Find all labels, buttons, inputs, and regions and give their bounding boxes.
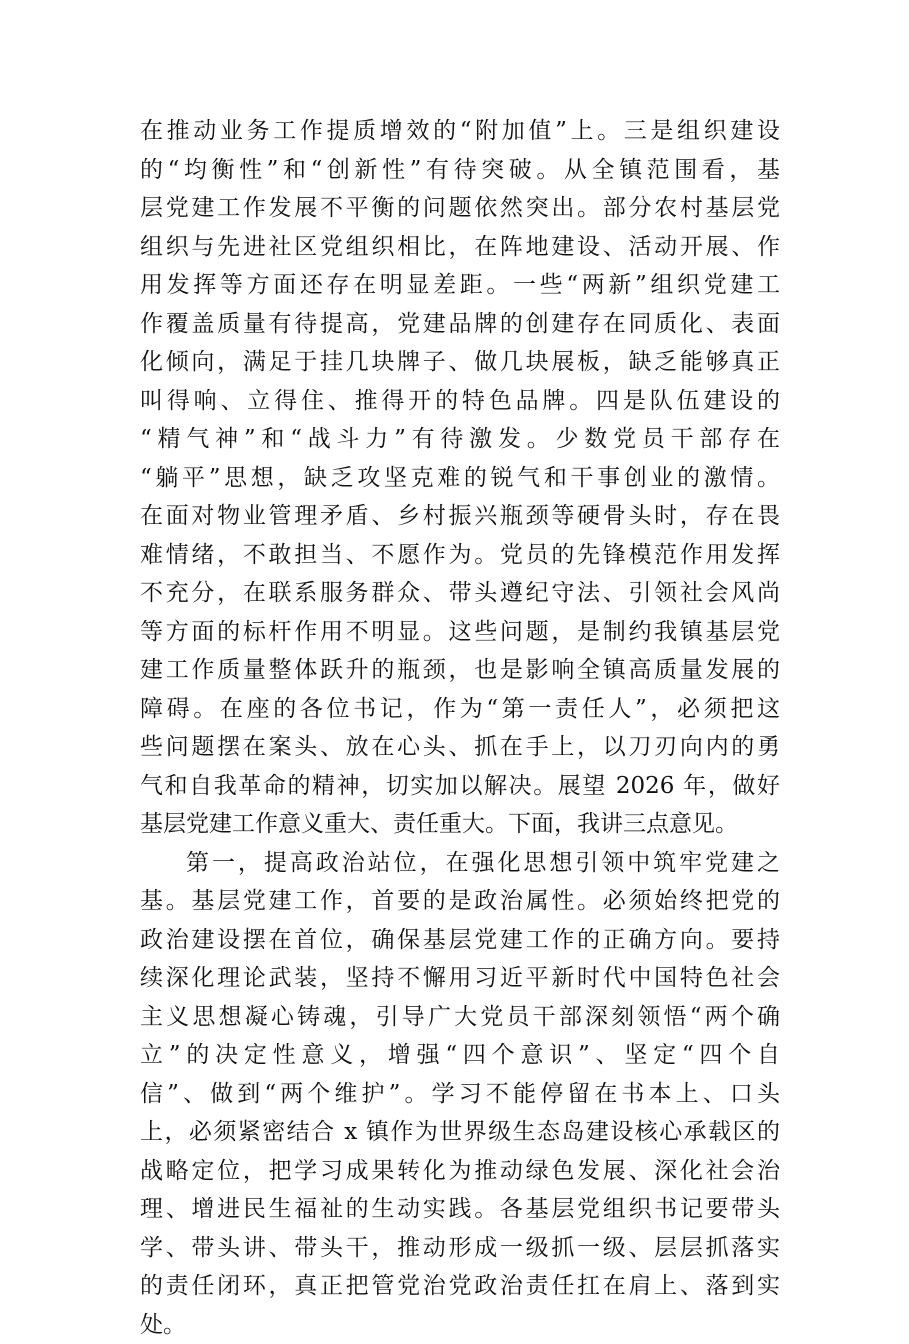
text-line: 叫得响、立得住、推得开的特色品牌。四是队伍建设的 xyxy=(140,382,780,421)
text-line: 障碍。在座的各位书记，作为“第一责任人”，必须把这 xyxy=(140,690,780,729)
body-text xyxy=(140,112,780,1344)
text-line: 难情绪，不敢担当、不愿作为。党员的先锋模范作用发挥 xyxy=(140,536,780,575)
text-line: 在面对物业管理矛盾、乡村振兴瓶颈等硬骨头时，存在畏 xyxy=(140,497,780,536)
text-line: 上，必须紧密结合 x 镇作为世界级生态岛建设核心承载区的 xyxy=(140,1113,780,1152)
text-line: 建工作质量整体跃升的瓶颈，也是影响全镇高质量发展的 xyxy=(140,651,780,690)
text-line: 在推动业务工作提质增效的“附加值”上。三是组织建设 xyxy=(140,112,780,151)
text-line: 等方面的标杆作用不明显。这些问题，是制约我镇基层党 xyxy=(140,613,780,652)
text-line: 用发挥等方面还存在明显差距。一些“两新”组织党建工 xyxy=(140,266,780,305)
text-line: 理、增进民生福祉的生动实践。各基层党组织书记要带头 xyxy=(140,1190,780,1229)
text-line: 处。 xyxy=(140,1306,780,1344)
text-line: 政治建设摆在首位，确保基层党建工作的正确方向。要持 xyxy=(140,921,780,960)
text-line: 战略定位，把学习成果转化为推动绿色发展、深化社会治 xyxy=(140,1152,780,1191)
text-line: 些问题摆在案头、放在心头、抓在手上，以刀刃向内的勇 xyxy=(140,728,780,767)
text-line: 续深化理论武装，坚持不懈用习近平新时代中国特色社会 xyxy=(140,959,780,998)
text-line: 基层党建工作意义重大、责任重大。下面，我讲三点意见。 xyxy=(140,805,780,844)
text-line: 基。基层党建工作，首要的是政治属性。必须始终把党的 xyxy=(140,882,780,921)
text-line: 组织与先进社区党组织相比，在阵地建设、活动开展、作 xyxy=(140,228,780,267)
text-line: 学、带头讲、带头干，推动形成一级抓一级、层层抓落实 xyxy=(140,1229,780,1268)
text-line: “躺平”思想，缺乏攻坚克难的锐气和干事创业的激情。 xyxy=(140,459,780,498)
text-line: 的“均衡性”和“创新性”有待突破。从全镇范围看，基 xyxy=(140,151,780,190)
text-line: 信”、做到“两个维护”。学习不能停留在书本上、口头 xyxy=(140,1075,780,1114)
text-line: 作覆盖质量有待提高，党建品牌的创建存在同质化、表面 xyxy=(140,305,780,344)
text-line: 主义思想凝心铸魂，引导广大党员干部深刻领悟“两个确 xyxy=(140,998,780,1037)
text-line: 层党建工作发展不平衡的问题依然突出。部分农村基层党 xyxy=(140,189,780,228)
text-line: 不充分，在联系服务群众、带头遵纪守法、引领社会风尚 xyxy=(140,574,780,613)
paragraph-first-line: 第一，提高政治站位，在强化思想引领中筑牢党建之 xyxy=(140,844,780,883)
text-line: 化倾向，满足于挂几块牌子、做几块展板，缺乏能够真正 xyxy=(140,343,780,382)
text-line: 气和自我革命的精神，切实加以解决。展望 2026 年，做好 xyxy=(140,767,780,806)
text-line: 的责任闭环，真正把管党治党政治责任扛在肩上、落到实 xyxy=(140,1267,780,1306)
text-line: 立”的决定性意义，增强“四个意识”、坚定“四个自 xyxy=(140,1036,780,1075)
text-line: “精气神”和“战斗力”有待激发。少数党员干部存在 xyxy=(140,420,780,459)
